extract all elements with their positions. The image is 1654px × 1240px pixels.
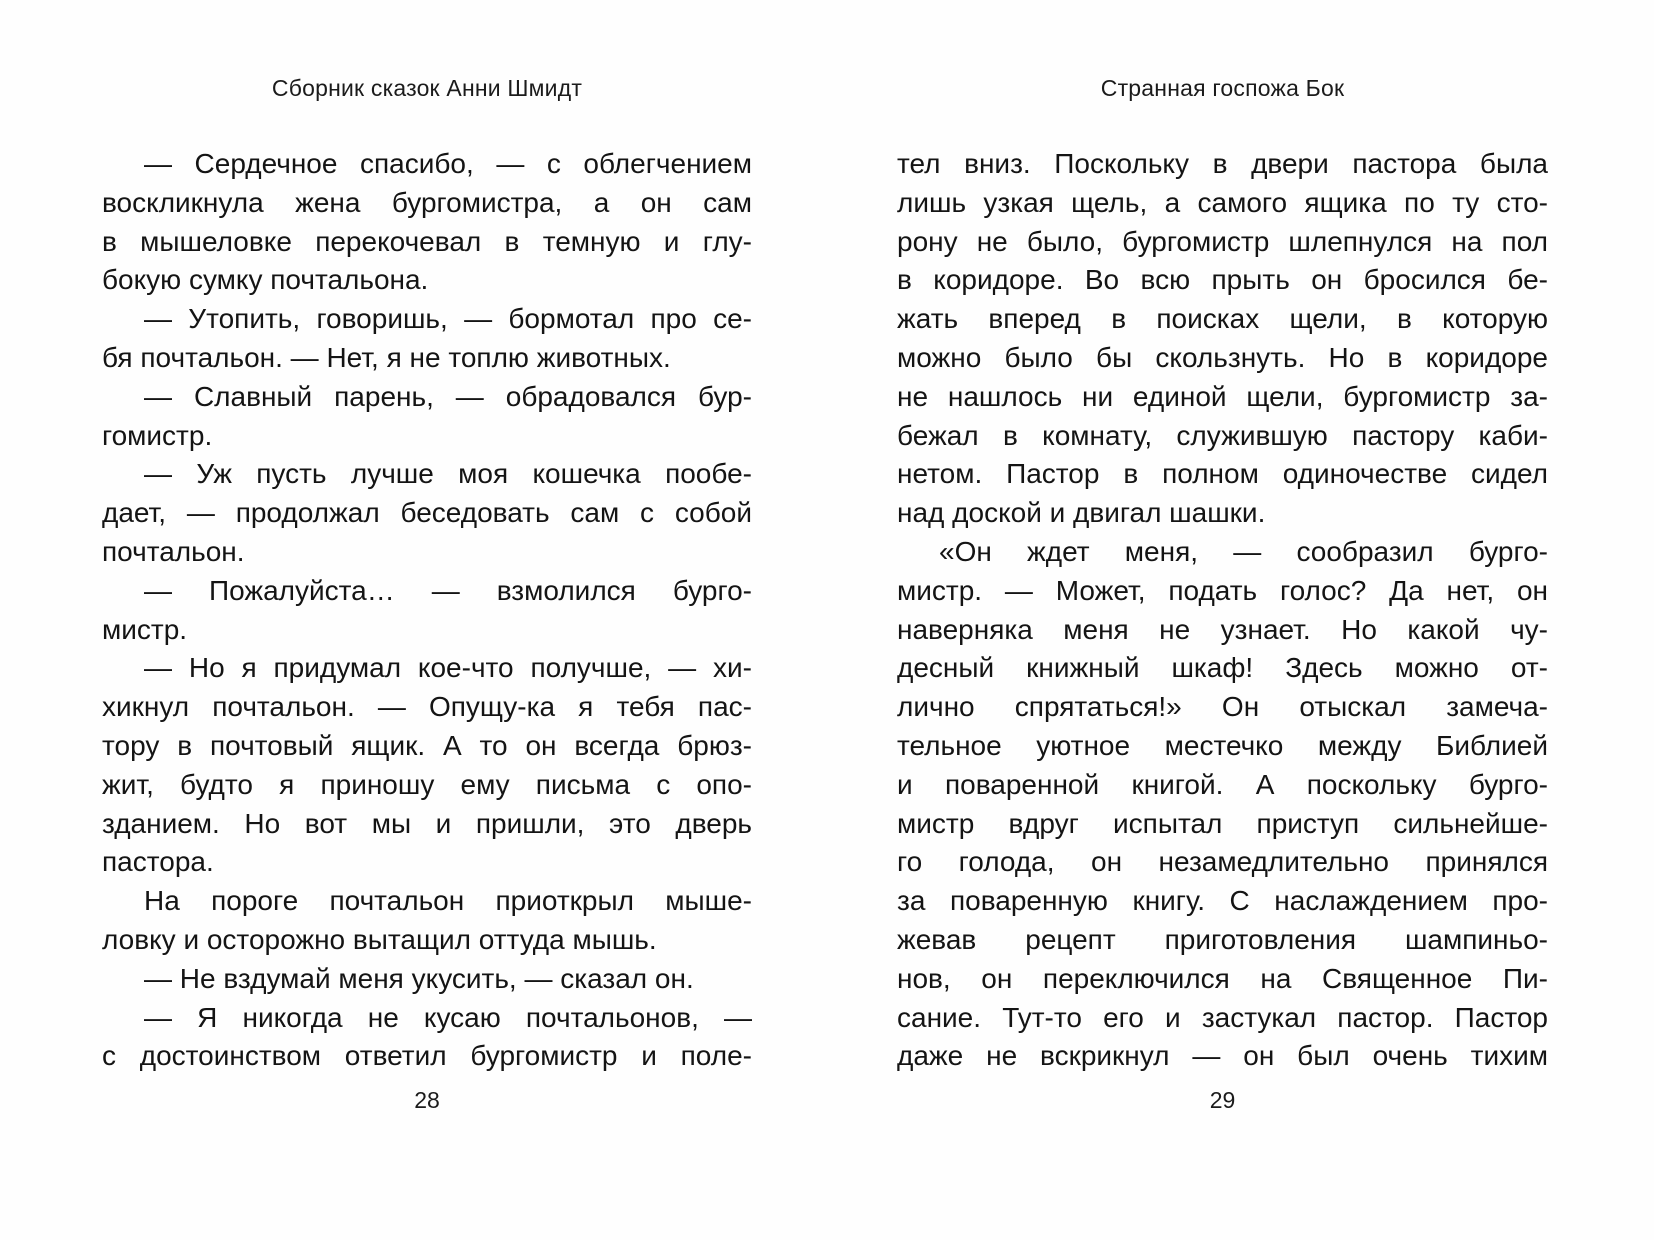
text-line: мистр вдруг испытал приступ сильнейше- [897,807,1548,839]
text-line: лишь узкая щель, а самого ящика по ту сто- [897,186,1548,218]
text-line: воскликнула жена бургомистра, а он сам [102,186,752,218]
text-line: нов, он переключился на Священное Пи- [897,962,1548,994]
text-line: зданием. Но вот мы и пришли, это дверь [102,807,752,839]
text-line: — Славный парень, — обрадовался бур- [144,380,752,412]
right-page-number: 29 [1209,1087,1236,1113]
text-line: даже не вскрикнул — он был очень тихим [897,1040,1548,1072]
text-line: можно было бы скользнуть. Но в коридоре [897,341,1548,373]
left-running-head: Сборник сказок Анни Шмидт [271,75,583,101]
text-line: бокую сумку почтальона. [102,264,429,296]
text-line: тельное уютное местечко между Библией [897,729,1548,761]
text-line: дает, — продолжал беседовать сам с собой [102,497,752,529]
text-line: тел вниз. Поскольку в двери пастора была [897,148,1548,179]
text-line: го голода, он незамедлительно принялся [897,846,1548,878]
text-line: и поваренной книгой. А поскольку бурго- [897,768,1548,800]
text-line: мистр. — Может, подать голос? Да нет, он [897,574,1548,606]
text-line: почтальон. [102,535,245,567]
text-line: бя почтальон. — Нет, я не топлю животных. [102,341,671,373]
text-line: в мышеловке перекочевал в темную и глу- [102,225,752,257]
text-line: — Пожалуйста… — взмолился бурго- [144,574,752,606]
right-page [897,0,1548,1240]
text-line: — Я никогда не кусаю почтальонов, — [144,1001,752,1033]
left-page [102,0,752,1240]
text-line: нетом. Пастор в полном одиночестве сидел [897,458,1548,490]
text-line: — Но я придумал кое-что получше, — хи- [144,652,752,684]
text-line: мистр. [102,613,188,645]
text-line: жать вперед в поисках щели, в которую [897,303,1548,335]
text-line: — Уж пусть лучше моя кошечка пообе- [144,458,752,490]
text-line: лично спрятаться!» Он отыскал замеча- [897,691,1548,723]
text-line: наверняка меня не узнает. Но какой чу- [897,613,1548,645]
text-line: гомистр. [102,419,213,451]
text-line: На пороге почтальон приоткрыл мыше- [144,885,752,917]
text-line: «Он ждет меня, — сообразил бурго- [939,535,1548,567]
left-page-number: 28 [414,1087,440,1113]
text-line: над доской и двигал шашки. [897,497,1266,529]
text-line: хикнул почтальон. — Опущу-ка я тебя пас- [102,691,752,723]
text-line: ловку и осторожно вытащил оттуда мышь. [102,923,657,955]
text-line: жит, будто я приношу ему письма с опо- [102,768,752,800]
text-line: пастора. [102,846,214,878]
text-line: бежал в комнату, служившую пастору каби- [897,419,1548,451]
right-running-head: Странная госпожа Бок [1100,75,1345,101]
text-line: — Утопить, говоришь, — бормотал про се- [144,303,752,335]
text-line: тору в почтовый ящик. А то он всегда брюз- [102,729,752,761]
text-line: с достоинством ответил бургомистр и поле- [102,1040,752,1072]
left-page-body [102,145,752,1076]
text-line: — Не вздумай меня укусить, — сказал он. [144,962,694,994]
right-page-body [897,145,1548,1076]
text-line: сание. Тут-то его и застукал пастор. Пастор [897,1001,1548,1033]
text-line: — Сердечное спасибо, — с облегчением [144,148,752,179]
text-line: в коридоре. Во всю прыть он бросился бе- [897,264,1548,296]
text-line: рону не было, бургомистр шлепнулся на пол [897,225,1548,257]
text-line: жевав рецепт приготовления шампиньо- [897,923,1548,955]
text-line: за поваренную книгу. С наслаждением про- [897,885,1548,917]
text-line: десный книжный шкаф! Здесь можно от- [897,652,1548,684]
text-line: не нашлось ни единой щели, бургомистр за- [897,380,1548,412]
